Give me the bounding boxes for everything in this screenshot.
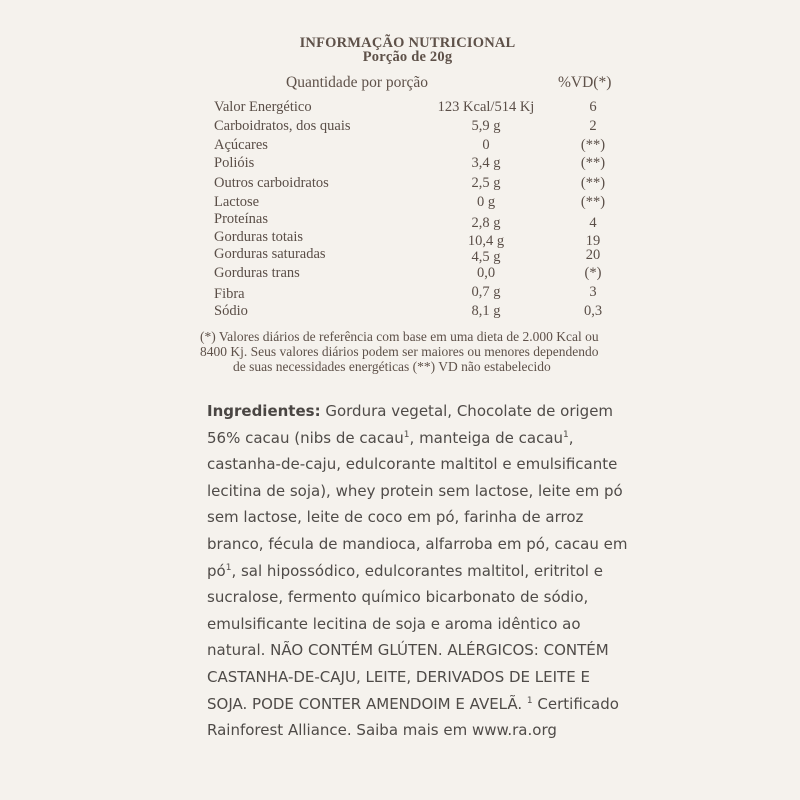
nutrient-name: Açúcares [214, 137, 268, 153]
nutrient-vd: 19 [585, 233, 601, 249]
nutrient-vd: (**) [580, 194, 606, 210]
nutrient-vd: (**) [580, 175, 606, 191]
nutrient-amount: 123 Kcal/514 Kj [437, 99, 535, 115]
ingredients-line: natural. NÃO CONTÉM GLÚTEN. ALÉRGICOS: CONTÉM [207, 641, 609, 660]
ingredients-line: sucralose, fermento químico bicarbonato de sódio, [207, 588, 589, 607]
nutrient-amount: 3,4 g [471, 155, 501, 171]
serving-size: Porção de 20g [362, 49, 453, 65]
ingredients-line: lecitina de soja), whey protein sem lactose, leite em pó [207, 481, 623, 500]
ingredients-line: branco, fécula de mandioca, alfarroba em pó, cacau em [207, 534, 628, 553]
nutrient-name: Lactose [214, 194, 260, 210]
vd-column-header: %VD(*) [558, 74, 612, 91]
nutrient-amount: 0,0 [476, 265, 496, 281]
ingredients-line: Rainforest Alliance. Saiba mais em www.ra.org [207, 721, 557, 740]
nutrition-row [0, 303, 800, 322]
nutrient-name: Gorduras saturadas [214, 246, 326, 262]
nutrient-amount: 10,4 g [467, 233, 505, 249]
nutrient-name: Carboidratos, dos quais [214, 118, 351, 134]
nutrient-amount: 2,5 g [471, 175, 501, 191]
nutrient-vd: 0,3 [583, 303, 603, 319]
nutrition-title: INFORMAÇÃO NUTRICIONAL [299, 35, 516, 51]
nutrition-row [0, 118, 800, 137]
nutrient-vd: 4 [589, 215, 597, 231]
ingredients-label: Ingredientes: [207, 402, 321, 420]
nutrient-amount: 0,7 g [471, 284, 501, 300]
ingredients-line: sem lactose, leite de coco em pó, farinha de arroz [207, 508, 584, 527]
footnote-line: 8400 Kj. Seus valores diários podem ser maiores ou menores dependendo [200, 344, 599, 359]
footnote-mark: 1 [563, 429, 569, 440]
ingredients-line: castanha-de-caju, edulcorante maltitol e emulsificante [207, 455, 618, 474]
nutrient-amount: 8,1 g [471, 303, 501, 319]
nutrient-vd: 2 [589, 118, 597, 134]
ingredients-line: $pó^1$, sal hipossódico, edulcorantes maltitol, eritritol e [207, 561, 603, 580]
footnote-mark: 1 [526, 695, 533, 706]
ingredients-block [207, 398, 627, 744]
footnote-mark: 1 [225, 562, 232, 573]
nutrition-row [0, 175, 800, 194]
ingredients-line: CASTANHA-DE-CAJU, LEITE, DERIVADOS DE LEITE E [207, 667, 590, 686]
nutrient-amount: 0 g [476, 194, 496, 210]
nutrition-row [0, 99, 800, 118]
footnote-line: (*) Valores diários de referência com base em uma dieta de 2.000 Kcal ou [200, 329, 599, 344]
ingredients-line: emulsificante lecitina de soja e aroma idêntico ao [207, 614, 581, 633]
nutrient-vd: (**) [580, 155, 606, 171]
ingredients-line: 56% cacau (nibs de cacau$^1$, manteiga de cacau$^1$, [207, 428, 574, 447]
nutrient-vd: (**) [580, 137, 606, 153]
nutrient-name: Proteínas [214, 211, 268, 227]
nutrient-vd: 6 [589, 99, 597, 115]
footnote-line: de suas necessidades energéticas (**) VD não estabelecido [233, 359, 551, 374]
ingredients-line: Ingredientes: Gordura vegetal, Chocolate de origem [207, 402, 614, 420]
nutrient-vd: 3 [589, 284, 597, 300]
nutrition-row [0, 246, 800, 265]
nutrient-amount: 0 [482, 137, 490, 153]
nutrition-row [0, 265, 800, 284]
footnote-mark: 1 [403, 429, 410, 440]
nutrition-row [0, 137, 800, 156]
nutrient-name: Gorduras trans [214, 265, 300, 281]
nutrient-amount: 4,5 g [471, 249, 501, 265]
quantity-column-header: Quantidade por porção [286, 74, 429, 91]
nutrient-vd: 20 [585, 247, 601, 263]
nutrient-amount: 2,8 g [471, 215, 501, 231]
nutrient-name: Gorduras totais [214, 229, 303, 245]
nutrient-name: Polióis [214, 155, 255, 171]
nutrition-row [0, 155, 800, 174]
nutrient-vd: (*) [584, 265, 602, 281]
ingredients-line: SOJA. PODE CONTER AMENDOIM E AVELÃ. $^1$ Certificado [207, 694, 619, 713]
nutrient-name: Outros carboidratos [214, 175, 329, 191]
nutrient-name: Valor Energético [214, 99, 312, 115]
nutrition-row [0, 211, 800, 230]
nutrient-name: Sódio [214, 303, 248, 319]
nutrition-footnote [200, 329, 630, 374]
nutrient-name: Fibra [214, 286, 245, 302]
nutrient-amount: 5,9 g [471, 118, 501, 134]
